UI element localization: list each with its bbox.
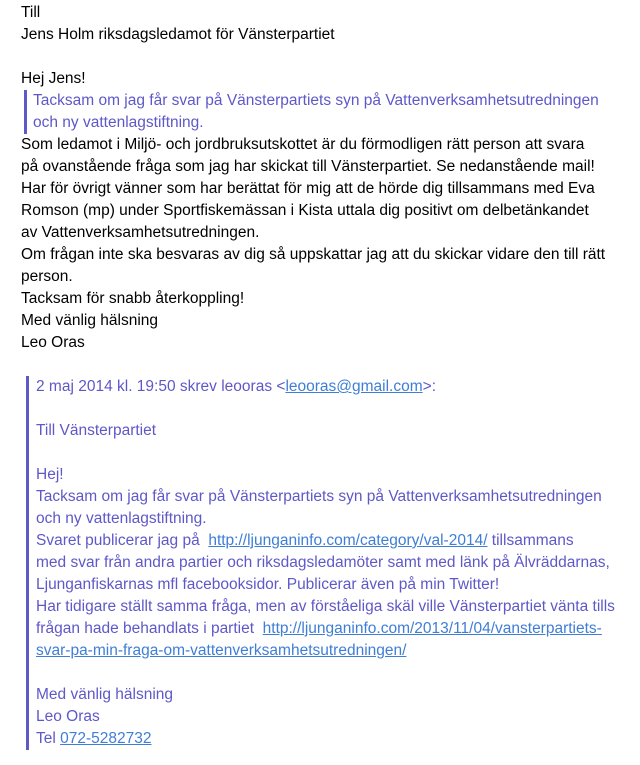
quoted-tel-line xyxy=(36,728,640,750)
blank-line xyxy=(21,46,640,68)
body-line: Som ledamot i Miljö- och jordbruksutskottet är du förmodligen rätt person att svara xyxy=(21,136,585,153)
body-line: Har för övrigt vänner som har berättat för mig att de hörde dig tillsammans med Eva xyxy=(21,180,595,197)
url-link-val-2014[interactable]: http://ljunganinfo.com/category/val-2014/ xyxy=(208,532,488,549)
quoted-body-line: Har tidigare ställt samma fråga, men av förståeliga skäl ville Vänsterpartiet vänta tills xyxy=(36,598,615,615)
body-line: person. xyxy=(21,268,73,285)
body-line: Om frågan inte ska besvaras av dig så uppskattar jag att du skickar vidare den till rätt xyxy=(21,246,606,263)
previous-prefix: frågan hade behandlats i partiet xyxy=(36,620,263,637)
quoted-question-block xyxy=(24,90,640,134)
quoted-body-line xyxy=(36,618,640,640)
quoted-body-line xyxy=(36,640,640,662)
quoted-body-line xyxy=(36,530,640,552)
quoted-body-line: och ny vattenlagstiftning. xyxy=(36,510,207,527)
quoted-body-line: Ljunganfiskarnas mfl facebooksidor. Publicerar även på min Twitter! xyxy=(36,576,500,593)
quoted-signature-line: Med vänlig hälsning xyxy=(36,686,174,703)
quoted-to-line: Till Vänsterpartiet xyxy=(36,422,157,439)
url-link-vansterpartiets-svar-continued[interactable]: svar-pa-min-fraga-om-vattenverksamhetsutredningen/ xyxy=(36,642,407,659)
quoted-signature-line: Leo Oras xyxy=(36,708,100,725)
publish-suffix: tillsammans xyxy=(487,532,574,549)
body-line: på ovanstående fråga som jag har skickat till Vänsterpartiet. Se nedanstående mail! xyxy=(21,158,595,175)
signature-line: Med vänlig hälsning xyxy=(21,312,159,329)
quoted-greeting-line: Hej! xyxy=(36,466,64,483)
message-header-block xyxy=(0,2,640,90)
recipient-line: Jens Holm riksdagsledamot för Vänsterpartiet xyxy=(21,26,335,43)
url-link-vansterpartiets-svar[interactable]: http://ljunganinfo.com/2013/11/04/vansterpartiets- xyxy=(262,620,602,637)
signature-line: Leo Oras xyxy=(21,334,85,351)
email-link[interactable]: leooras@gmail.com xyxy=(285,378,423,395)
body-line: Romson (mp) under Sportfiskemässan i Kista uttala dig positivt om delbetänkandet xyxy=(21,202,589,219)
publish-prefix: Svaret publicerar jag på xyxy=(36,532,209,549)
greeting-line: Hej Jens! xyxy=(21,70,86,87)
to-label: Till xyxy=(21,4,41,21)
attribution-prefix: 2 maj 2014 kl. 19:50 skrev leooras < xyxy=(36,378,286,395)
quoted-body-line: Tacksam om jag får svar på Vänsterpartiets syn på Vattenverksamhetsutredningen xyxy=(36,488,602,505)
body-line: Tacksam för snabb återkoppling! xyxy=(21,290,245,307)
quoted-question-line: Tacksam om jag får svar på Vänsterpartiets syn på Vattenverksamhetsutredningen xyxy=(33,92,599,109)
tel-label: Tel xyxy=(36,730,61,747)
quoted-body-line: med svar från andra partier och riksdagsledamöter samt med länk på Älvräddarnas, xyxy=(36,554,610,571)
message-body-block xyxy=(0,134,640,376)
quoted-email-block xyxy=(26,376,640,750)
quote-attribution-line xyxy=(36,376,640,398)
attribution-suffix: >: xyxy=(422,378,436,395)
tel-link[interactable]: 072-5282732 xyxy=(60,730,152,747)
blank-line xyxy=(36,442,640,464)
blank-line xyxy=(21,354,640,376)
quoted-question-line: och ny vattenlagstiftning. xyxy=(33,114,204,131)
blank-line xyxy=(36,398,640,420)
body-line: av Vattenverksamhetsutredningen. xyxy=(21,224,260,241)
blank-line xyxy=(36,662,640,684)
